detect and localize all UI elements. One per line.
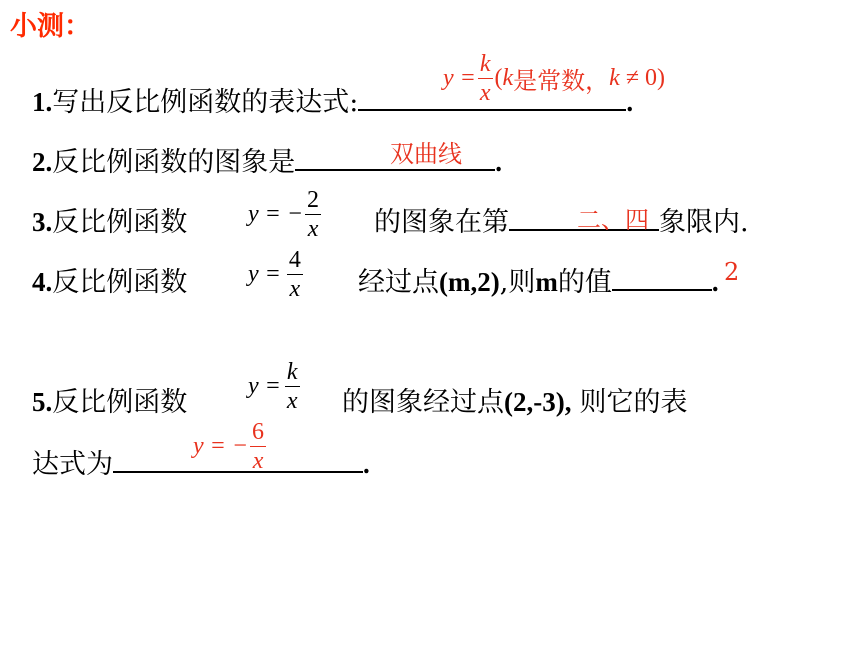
- fraction-denominator: x: [479, 80, 491, 106]
- answer-blank: [612, 267, 712, 291]
- answer-3: 二、四: [577, 206, 649, 234]
- condition-var2: k: [609, 65, 620, 91]
- question-text: 经过点: [358, 267, 439, 298]
- point-coordinates: (2,-3),: [504, 387, 572, 417]
- answer-lhs: y = −: [193, 433, 249, 459]
- question-end: .: [626, 87, 634, 117]
- question-4: [32, 260, 187, 299]
- answer-lhs: y =: [443, 65, 476, 91]
- question-text: 达式为: [32, 449, 113, 480]
- variable-m: m: [535, 267, 558, 297]
- question-number: 1.: [32, 87, 53, 117]
- function-4: [248, 246, 303, 303]
- fraction-numerator: k: [286, 359, 298, 385]
- question-number: 2.: [32, 147, 53, 177]
- fraction-numerator: 4: [288, 247, 301, 273]
- function-3: [248, 186, 321, 243]
- question-3-rest: [374, 200, 749, 239]
- question-text: 的值: [557, 267, 612, 298]
- answer-fraction: [478, 50, 493, 107]
- question-text: 反比例函数: [52, 267, 188, 298]
- question-5: [32, 380, 187, 419]
- function-lhs: y =: [248, 373, 281, 399]
- question-number: 3.: [32, 207, 53, 237]
- question-3: [32, 200, 187, 239]
- answer-fraction: [250, 418, 266, 475]
- question-5-rest: [342, 380, 687, 419]
- function-lhs: y = −: [248, 201, 304, 227]
- question-4-rest: [358, 260, 719, 299]
- condition-open: (: [494, 65, 503, 91]
- point-coordinates: (m,2): [439, 267, 500, 297]
- condition-relation: ≠ 0): [625, 65, 665, 91]
- function-fraction: [285, 358, 300, 415]
- question-end: .: [363, 449, 370, 479]
- function-lhs: y =: [248, 261, 281, 287]
- question-text: 则它的表: [579, 387, 688, 418]
- question-text-end: 象限内.: [659, 207, 749, 238]
- question-text: 反比例函数: [52, 387, 188, 418]
- condition-text: 是常数，: [513, 69, 610, 95]
- function-5: [248, 358, 300, 415]
- answer-4: 2: [724, 258, 740, 286]
- question-end: .: [495, 147, 502, 177]
- fraction-denominator: x: [252, 448, 264, 474]
- question-text: ,则: [499, 267, 536, 298]
- fraction-numerator: 6: [252, 419, 265, 445]
- fraction-denominator: x: [307, 216, 319, 242]
- fraction-numerator: k: [479, 51, 491, 77]
- question-number: 5.: [32, 387, 53, 417]
- answer-5: [193, 418, 266, 475]
- answer-2: 双曲线: [390, 140, 462, 168]
- question-end: .: [711, 267, 719, 297]
- question-number: 4.: [32, 267, 53, 297]
- quiz-title: 小测：: [10, 11, 91, 42]
- question-text: 反比例函数: [52, 207, 188, 238]
- function-fraction: [305, 186, 321, 243]
- fraction-denominator: x: [289, 276, 301, 302]
- question-text: 反比例函数的图象是: [52, 147, 296, 178]
- answer-1: [443, 50, 665, 107]
- function-fraction: [287, 246, 303, 303]
- question-text: 的图象在第: [374, 207, 509, 238]
- fraction-numerator: 2: [307, 187, 320, 213]
- condition-var: k: [502, 65, 514, 91]
- question-text: 的图象经过点: [342, 387, 504, 418]
- question-text: 写出反比例函数的表达式:: [52, 87, 359, 118]
- fraction-denominator: x: [286, 388, 298, 414]
